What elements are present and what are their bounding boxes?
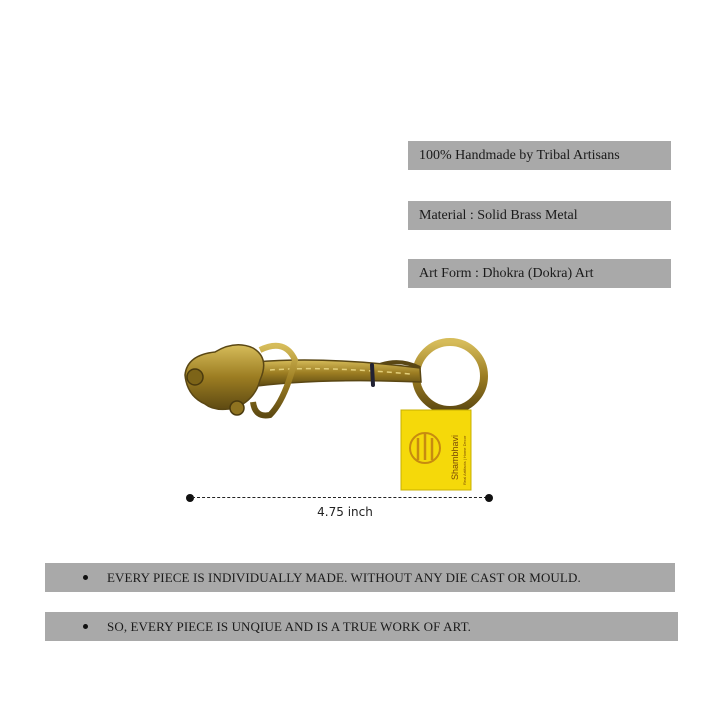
- dimension-line: [186, 494, 493, 502]
- dimension-label: 4.75 inch: [317, 505, 373, 519]
- brass-keychain-image: [175, 330, 495, 500]
- feature-handmade-text: 100% Handmade by Tribal Artisans: [419, 147, 620, 163]
- feature-material: [408, 201, 671, 230]
- key-ring-icon: [416, 342, 484, 410]
- feature-art-form: [408, 259, 671, 288]
- bullet-icon: [83, 624, 88, 629]
- dimension-dash: [192, 497, 487, 498]
- tag-tagline: Real Artifacts | Home Decor: [462, 435, 467, 485]
- note-unique-art-text: SO, EVERY PIECE IS UNQIUE AND IS A TRUE WORK OF ART.: [107, 618, 471, 634]
- note-unique-art: [45, 612, 678, 641]
- dimension-end-dot: [485, 494, 493, 502]
- note-individually-made: [45, 563, 675, 592]
- feature-material-text: Material : Solid Brass Metal: [419, 207, 578, 223]
- feature-handmade: [408, 141, 671, 170]
- feature-art-form-text: Art Form : Dhokra (Dokra) Art: [419, 265, 594, 281]
- shambhavi-tag: [401, 410, 471, 490]
- bullet-icon: [83, 575, 88, 580]
- dimension-start-dot: [186, 494, 194, 502]
- tag-brand: Shambhavi: [450, 434, 460, 480]
- note-individually-made-text: EVERY PIECE IS INDIVIDUALLY MADE. WITHOUT ANY DIE CAST OR MOULD.: [107, 569, 581, 585]
